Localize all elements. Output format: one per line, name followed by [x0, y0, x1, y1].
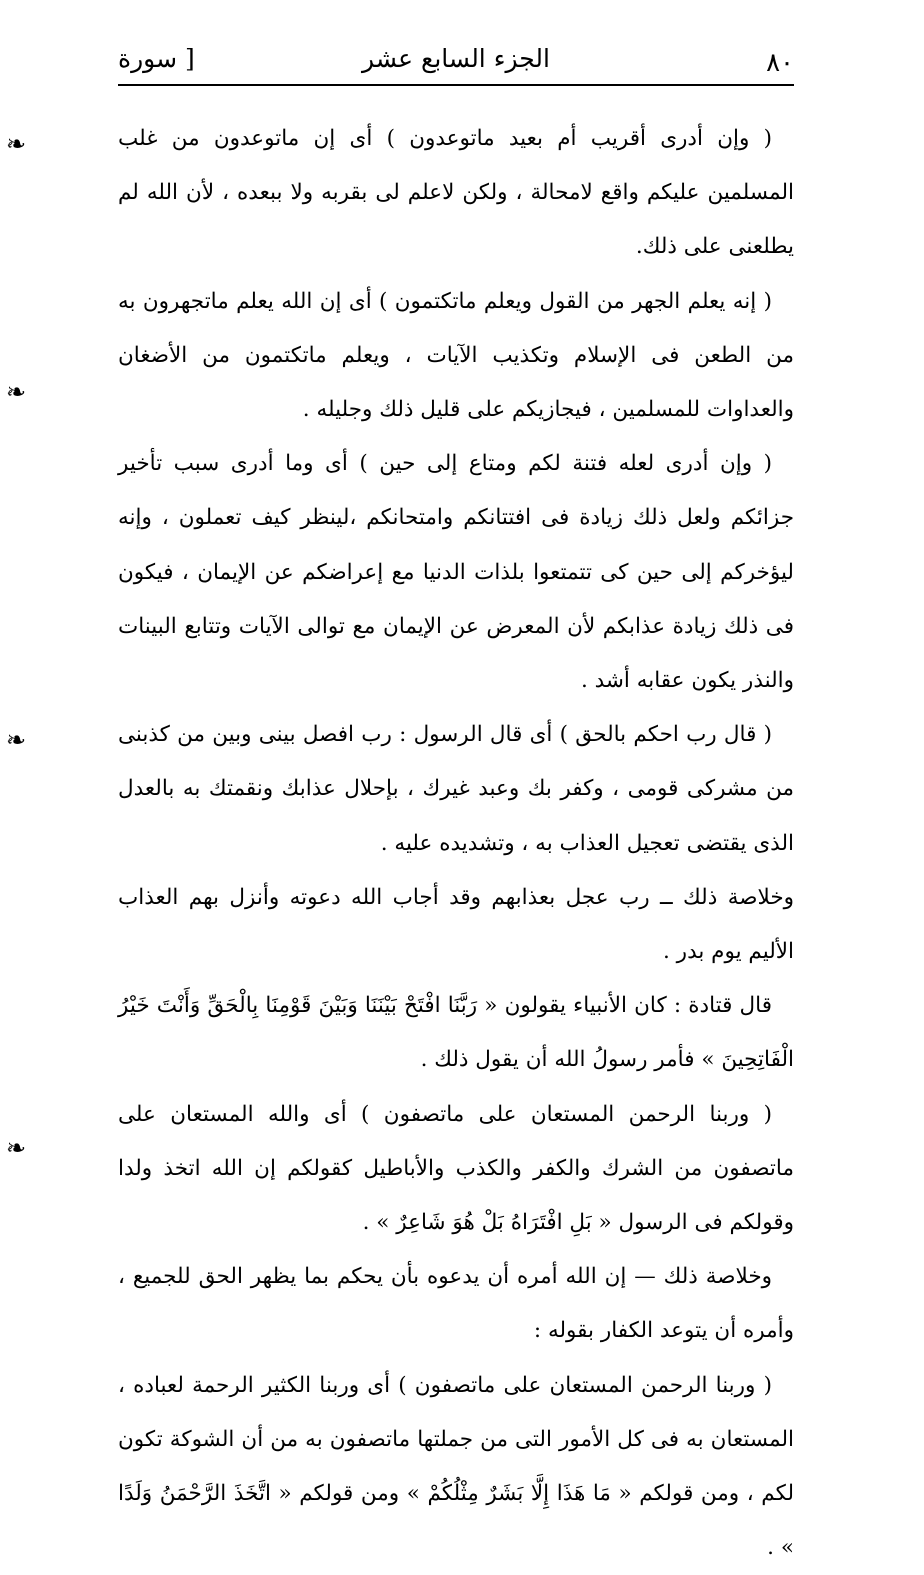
paragraph: وخلاصة ذلك — إن الله أمره أن يدعوه بأن يحكم بما يظهر الحق للجميع ، وأمره أن يتوعد الكفار بقوله :: [118, 1264, 794, 1344]
paragraph: ( إنه يعلم الجهر من القول ويعلم ماتكتمون ) أى إن الله يعلم ماتجهرون به من الطعن فى الإسلام وتكذيب الآيات ، ويعلم ماتكتمون من الأضغان والعداوات للمسلمين ، فيجازيكم على قليل ذلك وجليله .: [118, 288, 794, 423]
paragraph: ( قال رب احكم بالحق ) أى قال الرسول : رب افصل بينى وبين من كذبنى من مشركى قومى ، وكفر بك وعبد غيرك ، بإحلال عذابك ونقمتك به بالعدل الذى يقتضى تعجيل العذاب به ، وتشديده عليه .: [118, 722, 794, 856]
paragraph: ( وإن أدرى أقريب أم بعيد ماتوعدون ) أى إن ماتوعدون من غلب المسلمين عليكم واقع لامحالة ، ولكن لاعلم لى بقربه ولا ببعده ، لأن الله لم يطلعنى على ذلك.: [118, 126, 794, 260]
paragraph: قال قتادة : كان الأنبياء يقولون « رَبَّنَا افْتَحْ بَيْنَنَا وَبَيْنَ قَوْمِنَا بِالْحَقِّ وَأَنْتَ خَيْرُ الْفَاتِحِينَ » فأمر رسولُ الله أن يقول ذلك .: [118, 993, 794, 1073]
part-title: الجزء السابع عشر: [362, 44, 550, 73]
page-number: ٨٠: [766, 48, 794, 78]
ornament-icon: ❧: [6, 726, 27, 754]
paragraph: ( وإن أدرى لعله فتنة لكم ومتاع إلى حين ) أى وما أدرى سبب تأخير جزائكم ولعل ذلك زيادة فى افتتانكم وامتحانكم ،لينظر كيف تعملون ، وإنه ليؤخركم إلى حين كى تتمتعوا بلذات الدنيا مع إعراضكم عن الإيمان ، فيكون فى ذلك زيادة عذابكم لأن المعرض عن الإيمان مع توالى الآيات وتتابع البينات والنذر يكون عقابه أشد .: [118, 451, 794, 694]
paragraph: ( وربنا الرحمن المستعان على ماتصفون ) أى والله المستعان على ماتصفون من الشرك والكفر والكذب والأباطيل كقولكم إن الله اتخذ ولدا وقولكم فى الرسول « بَلِ افْتَرَاهُ بَلْ هُوَ شَاعِرٌ » .: [118, 1101, 794, 1236]
ornament-icon: ❧: [6, 130, 27, 158]
page-header: [118, 40, 794, 86]
paragraph: ( وربنا الرحمن المستعان على ماتصفون ) أى وربنا الكثير الرحمة لعباده ، المستعان به فى كل الأمور التى من جملتها ماتصفون به من أن الشوكة تكون لكم ، ومن قولكم « مَا هَذَا إِلَّا بَشَرٌ مِثْلُكُمْ » ومن قولكم « اتَّخَذَ الرَّحْمَنُ وَلَدًا » .: [118, 1372, 794, 1561]
page-body: [118, 112, 794, 1575]
surah-label: [ سورة: [118, 44, 195, 73]
paragraph: وخلاصة ذلك ــ رب عجل بعذابهم وقد أجاب الله دعوته وأنزل بهم العذاب الأليم يوم بدر .: [118, 884, 794, 965]
ornament-icon: ❧: [6, 1134, 27, 1162]
ornament-icon: ❧: [6, 378, 27, 406]
header-rule: [118, 84, 794, 86]
